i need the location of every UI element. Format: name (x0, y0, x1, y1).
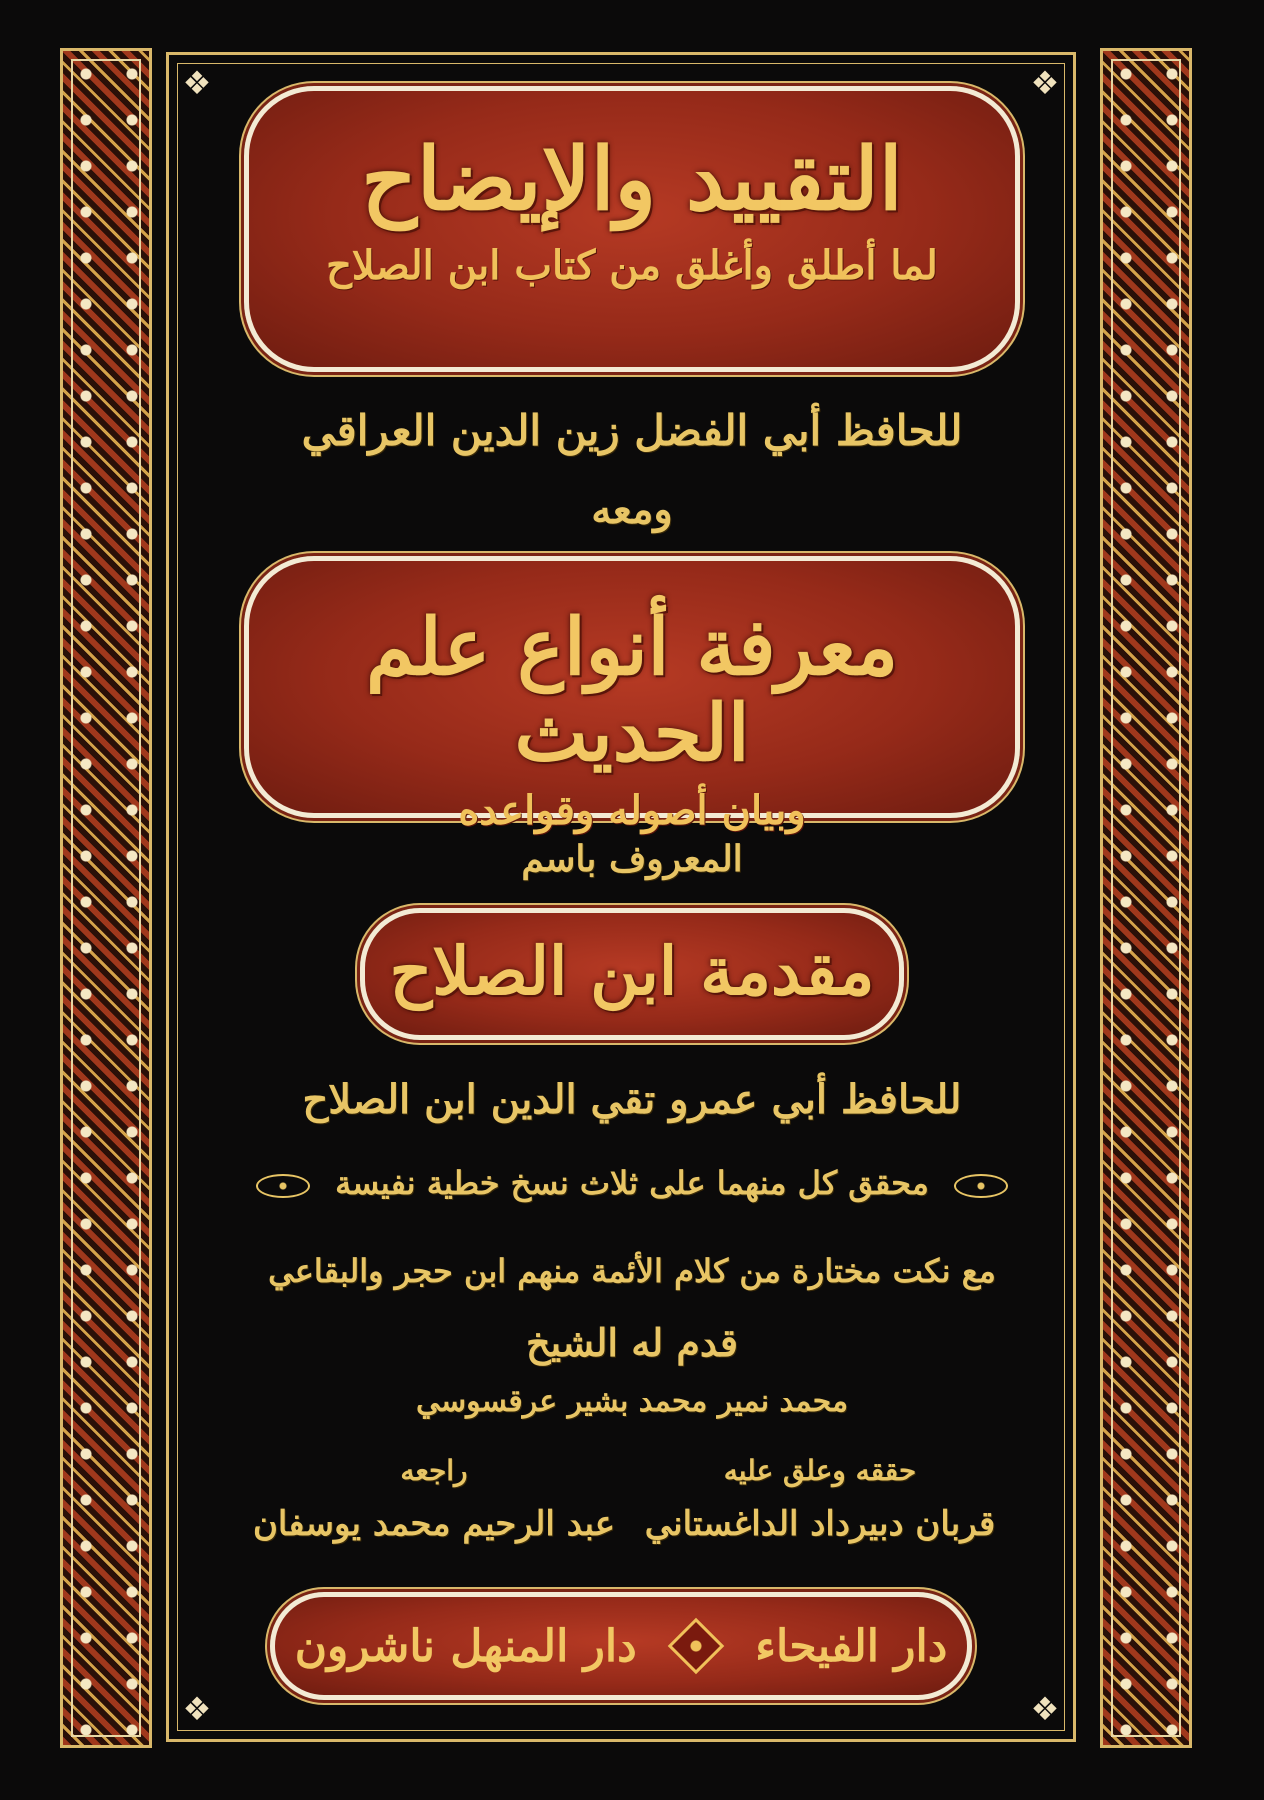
title-cartouche-third (360, 908, 904, 1040)
title-cartouche-second (244, 556, 1020, 834)
corner-ornament-icon: ❖ (1030, 64, 1060, 102)
diamond-ornament-icon (668, 1618, 725, 1675)
author-line-1: للحافظ أبي الفضل زين الدين العراقي (301, 406, 963, 455)
publisher-right: دار الفيحاء (755, 1620, 948, 1672)
manuscripts-text: محقق كل منهما على ثلاث نسخ خطية نفيسة (335, 1164, 929, 1202)
corner-ornament-icon: ❖ (1030, 1690, 1060, 1728)
left-ornamental-border (60, 48, 152, 1748)
publisher-left: دار المنهل ناشرون (294, 1620, 637, 1672)
manuscripts-line (244, 1164, 1020, 1202)
right-ornamental-border (1100, 48, 1192, 1748)
leaf-ornament-icon (954, 1174, 1008, 1198)
reviewer-name: عبد الرحيم محمد يوسفان (252, 1504, 616, 1544)
third-title: مقدمة ابن الصلاح (389, 932, 875, 1010)
foreword-name: محمد نمير محمد بشير عرقسوسي (415, 1384, 849, 1419)
with-label: ومعه (591, 486, 673, 533)
publisher-cartouche (270, 1592, 972, 1700)
corner-ornament-icon: ❖ (182, 64, 212, 102)
second-subtitle: وبيان أصوله وقواعده (458, 786, 806, 834)
foreword-label: قدم له الشيخ (525, 1320, 739, 1365)
notes-line: مع نكت مختارة من كلام الأئمة منهم ابن حجر والبقاعي (268, 1252, 996, 1290)
editor-label: حققه وعلق عليه (723, 1454, 917, 1487)
author-line-2: للحافظ أبي عمرو تقي الدين ابن الصلاح (302, 1076, 962, 1123)
leaf-ornament-icon (256, 1174, 310, 1198)
main-subtitle: لما أطلق وأغلق من كتاب ابن الصلاح (326, 241, 938, 289)
title-cartouche-main (244, 86, 1020, 372)
second-title: معرفة أنواع علم الحديث (365, 602, 899, 779)
main-title: التقييد والإيضاح (361, 129, 903, 230)
known-as-label: المعروف باسم (521, 838, 743, 880)
corner-ornament-icon: ❖ (182, 1690, 212, 1728)
editor-name: قربان دبيرداد الداغستاني (644, 1504, 996, 1544)
reviewer-label: راجعه (400, 1454, 468, 1487)
